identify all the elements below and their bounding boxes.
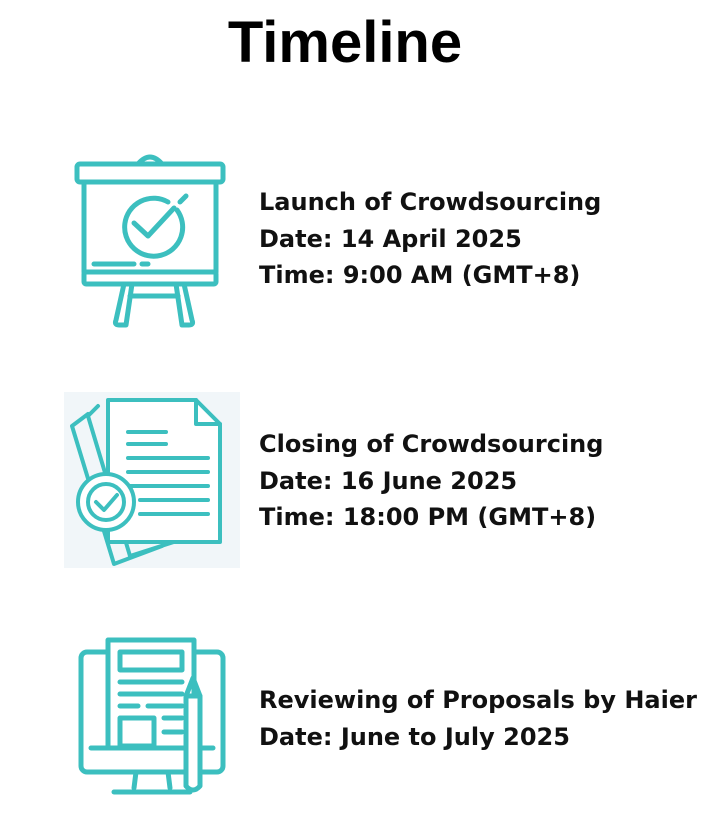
timeline-entry-closing [0,392,720,568]
entry-time: Time: 18:00 PM (GMT+8) [259,503,597,531]
timeline-entry-reviewing [0,636,720,800]
page-title: Timeline [227,10,463,75]
entry-heading: Reviewing of Proposals by Haier [259,686,697,714]
entry-time: Time: 9:00 AM (GMT+8) [259,261,581,289]
entry-date: Date: 16 June 2025 [259,466,518,495]
entry-date: Date: June to July 2025 [259,722,570,751]
certified-documents-icon [64,392,240,568]
timeline-entry-launch [0,150,720,330]
presentation-board-check-icon [72,150,232,330]
monitor-document-pencil-icon [78,636,238,800]
entry-date: Date: 14 April 2025 [259,224,522,253]
entry-heading: Launch of Crowdsourcing [259,188,602,216]
entry-heading: Closing of Crowdsourcing [259,430,604,458]
